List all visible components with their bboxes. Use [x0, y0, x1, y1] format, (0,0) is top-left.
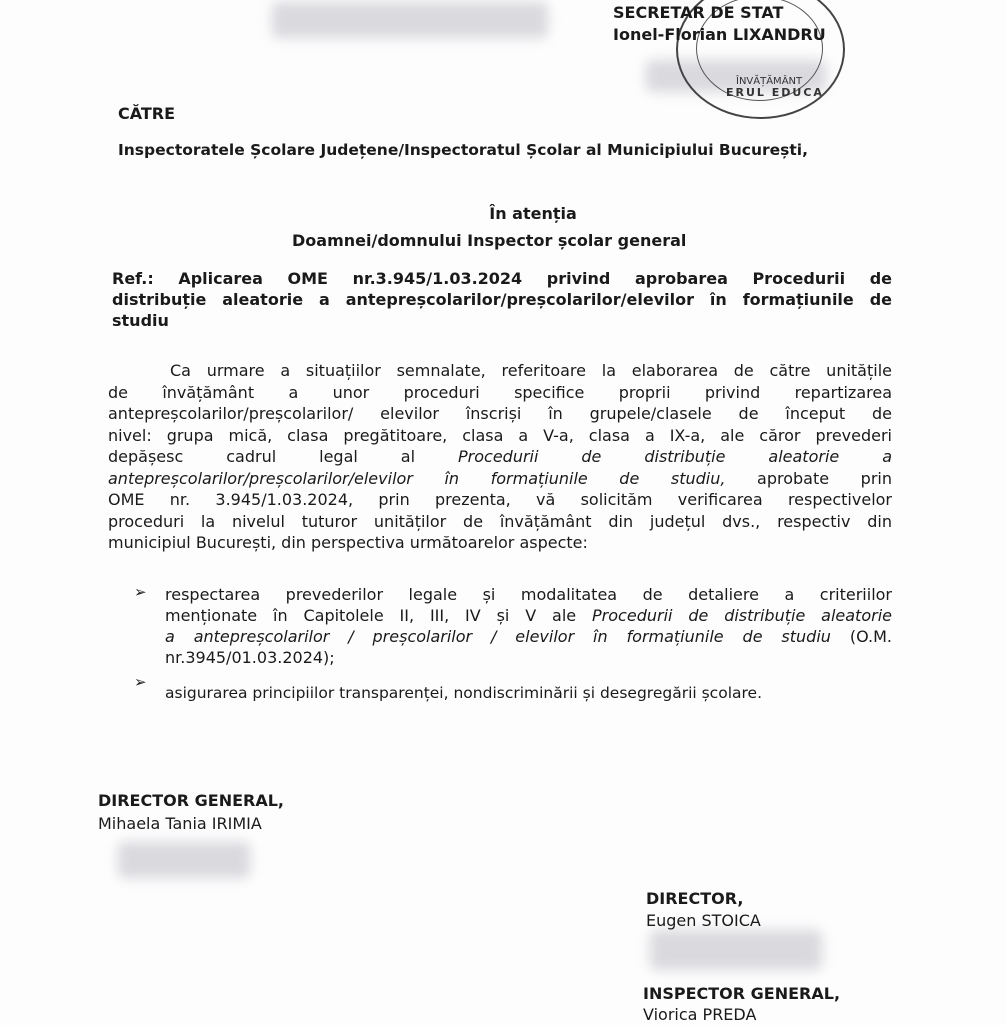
bullet-arrow-icon: ➢: [134, 583, 147, 601]
body-line2: de învățământ a unor proceduri specifice proprii privind repartizarea: [108, 382, 892, 402]
bullet1-line3: a antepreșcolarilor / preșcolarilor / elevilor în formațiunile de studiu (O.M.: [165, 627, 893, 646]
body-line3: antepreșcolarilor/preșcolarilor/ elevilor înscriși în grupele/clasele de început de: [108, 404, 892, 423]
inspector-general-name: Viorica PREDA: [643, 1005, 757, 1024]
redacted-signature-director-general: [118, 842, 250, 878]
director-general-title: DIRECTOR GENERAL,: [98, 791, 284, 810]
body-line5: depășesc cadrul legal al Procedurii de distribuție aleatorie a: [108, 447, 892, 466]
reference-block: [112, 268, 892, 331]
secretary-title: SECRETAR DE STAT: [613, 3, 784, 22]
bullet1-line4: nr.3945/01.03.2024);: [165, 648, 335, 667]
director-name: Eugen STOICA: [646, 911, 761, 930]
reference-line3: studiu: [112, 311, 169, 330]
bullet-item-2: asigurarea principiilor transparenței, nondiscriminării și desegregării școlare.: [165, 684, 762, 702]
body-line7: OME nr. 3.945/1.03.2024, prin prezenta, vă solicităm verificarea respectivelor: [108, 490, 892, 509]
official-stamp: ÎNVĂȚĂMÂNT ERUL EDUCA: [676, 0, 845, 119]
director-general-name: Mihaela Tania IRIMIA: [98, 814, 262, 833]
body-line9: municipiul București, din perspectiva următoarelor aspecte:: [108, 533, 588, 552]
body-line4: nivel: grupa mică, clasa pregătitoare, clasa a V-a, clasa a IX-a, ale căror prevederi: [108, 425, 892, 445]
body-paragraph: [108, 360, 892, 554]
bullet1-line2: menționate în Capitolele II, III, IV și V ale Procedurii de distribuție aleatorie: [165, 606, 892, 625]
body-line1: Ca urmare a situațiilor semnalate, referitoare la elaborarea de către unitățile: [170, 361, 892, 380]
recipient-line: Inspectoratele Școlare Județene/Inspectoratul Școlar al Municipiului București,: [118, 141, 808, 159]
bullet-arrow-icon: ➢: [134, 673, 147, 691]
attention-line1: În atenția: [489, 204, 577, 223]
inspector-general-title: INSPECTOR GENERAL,: [643, 984, 841, 1003]
secretary-name: Ionel-Florian LIXANDRU: [613, 25, 826, 44]
redacted-signature-director: [650, 930, 822, 970]
director-title: DIRECTOR,: [646, 889, 744, 908]
body-line6: antepreșcolarilor/preșcolarilor/elevilor în formațiunile de studiu, aprobate prin: [108, 468, 892, 488]
bullet-item-1: [165, 584, 892, 668]
body-line8: proceduri la nivelul tuturor unităților de învățământ din județul dvs., respectiv din: [108, 511, 892, 531]
attention-line2: Doamnei/domnului Inspector școlar general: [292, 231, 687, 250]
recipient-label: CĂTRE: [118, 104, 176, 123]
bullet1-line1: respectarea prevederilor legale și modalitatea de detaliere a criteriilor: [165, 585, 892, 604]
redacted-header-area: [272, 2, 548, 38]
reference-line2: distribuție aleatorie a antepreșcolarilor/preșcolarilor/elevilor în formațiunile de: [112, 290, 892, 309]
reference-line1: Ref.: Aplicarea OME nr.3.945/1.03.2024 privind aprobarea Procedurii de: [112, 269, 892, 288]
